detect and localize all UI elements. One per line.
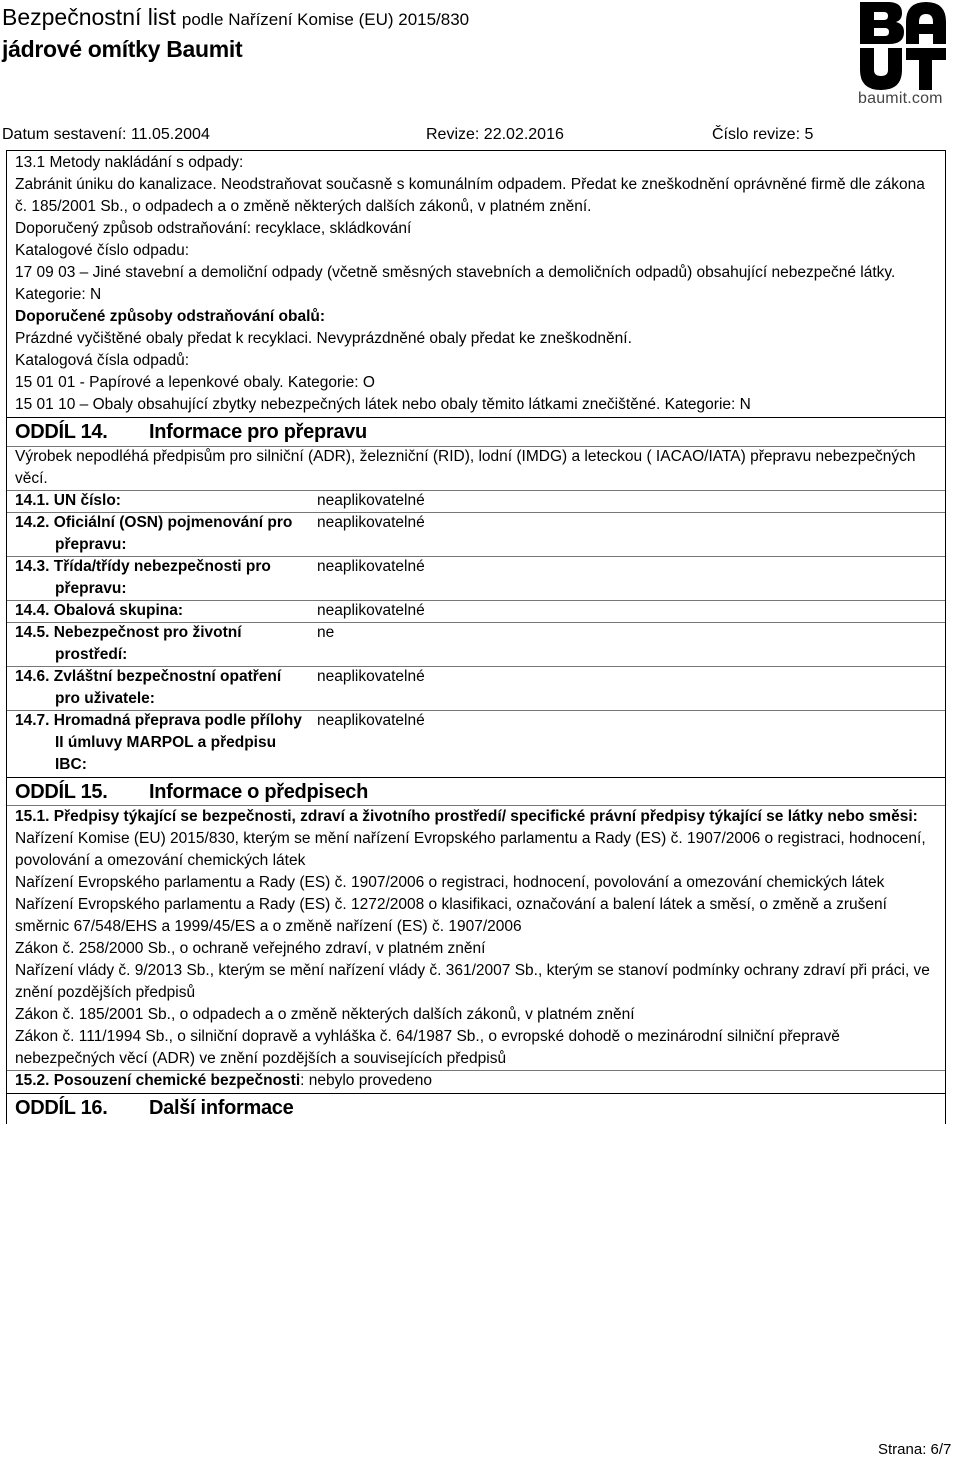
row-14-6-value: neaplikovatelné: [317, 668, 425, 685]
section14-title: Informace pro přepravu: [149, 421, 367, 443]
row-14-7-label-cont: II úmluvy MARPOL a předpisu: [55, 734, 277, 751]
row-14-1-value: neaplikovatelné: [317, 492, 425, 509]
page-number: Strana: 6/7: [878, 1441, 952, 1458]
row-14-6-label: 14.6. Zvláštní bezpečnostní opatření: [15, 668, 282, 685]
row-14-5-value: ne: [317, 624, 335, 641]
section15-line: znění pozdějších předpisů: [15, 984, 196, 1001]
section16-number: ODDÍL 16.: [15, 1097, 108, 1119]
regulation-text: podle Nařízení Komise (EU) 2015/830: [181, 10, 470, 29]
baumit-logo: [858, 0, 948, 92]
row-14-3-label-cont: přepravu:: [55, 580, 127, 597]
section14-number: ODDÍL 14.: [15, 421, 108, 443]
section16-heading: [15, 1097, 294, 1120]
section15-line: směrnic 67/548/EHS a 1999/45/ES a o změně nařízení (ES) č. 1907/2006: [15, 918, 522, 935]
section13-line: 17 09 03 – Jiné stavební a demoliční odpady (včetně směsných stavebních a demoličních odpadů) obsahující nebezpečné látky.: [15, 264, 896, 281]
revision-label: Revize: 22.02.2016: [426, 126, 564, 143]
section15-heading: [15, 781, 369, 804]
section16-title: Další informace: [149, 1097, 294, 1119]
divider: [7, 777, 945, 778]
section15-line: Nařízení Komise (EU) 2015/830, kterým se mění nařízení Evropského parlamentu a Rady (ES) č. 1907/2006 o registraci, hodnocení,: [15, 830, 926, 847]
section15-line: povolování a omezování chemických látek: [15, 852, 306, 869]
section15-number: ODDÍL 15.: [15, 781, 108, 803]
row-14-7-value: neaplikovatelné: [317, 712, 425, 729]
section13-subheading: Doporučené způsoby odstraňování obalů:: [15, 308, 326, 325]
divider: [7, 490, 945, 491]
section13-line: 15 01 10 – Obaly obsahující zbytky nebezpečných látek nebo obaly těmito látkami znečištěné. Kategorie: N: [15, 396, 751, 413]
section13-line: Zabránit úniku do kanalizace. Neodstraňovat současně s komunálním odpadem. Předat ke zneškodnění oprávněné firmě dle zákona: [15, 176, 925, 193]
row-14-7-label: 14.7. Hromadná přeprava podle přílohy: [15, 712, 302, 729]
section14-intro: věcí.: [15, 470, 48, 487]
section15-line: Zákon č. 258/2000 Sb., o ochraně veřejného zdraví, v platném znění: [15, 940, 486, 957]
section15-title: Informace o předpisech: [149, 781, 369, 803]
row-14-3-label: 14.3. Třída/třídy nebezpečnosti pro: [15, 558, 271, 575]
section15-line: nebezpečných věcí (ADR) ve znění pozdějších a souvisejících předpisů: [15, 1050, 507, 1067]
section13-line: Katalogová čísla odpadů:: [15, 352, 190, 369]
logo-url: baumit.com: [858, 90, 943, 107]
divider: [7, 417, 945, 418]
section13-line: Prázdné vyčištěné obaly předat k recyklaci. Nevyprázdněné obaly předat ke zneškodnění.: [15, 330, 632, 347]
row-14-4-label: 14.4. Obalová skupina:: [15, 602, 183, 619]
divider: [7, 150, 945, 151]
section15-line: Nařízení Evropského parlamentu a Rady (ES) č. 1907/2006 o registraci, hodnocení, povolování a omezování chemických látek: [15, 874, 885, 891]
section15-2-value: : nebylo provedeno: [300, 1072, 432, 1089]
row-14-2-value: neaplikovatelné: [317, 514, 425, 531]
section14-intro: Výrobek nepodléhá předpisům pro silniční (ADR), železniční (RID), lodní (IMDG) a leteckou ( IACAO/IATA) přepravu nebezpečných: [15, 448, 916, 465]
date-label: Datum sestavení: 11.05.2004: [2, 126, 210, 143]
divider: [7, 805, 945, 806]
section15-line: Zákon č. 111/1994 Sb., o silniční dopravě a vyhláška č. 64/1987 Sb., o evropské dohodě o mezinárodní silniční přepravě: [15, 1028, 840, 1045]
section13-line: 15 01 01 - Papírové a lepenkové obaly. Kategorie: O: [15, 374, 375, 391]
row-14-1-label: 14.1. UN číslo:: [15, 492, 121, 509]
row-14-2-label-cont: přepravu:: [55, 536, 127, 553]
revision-number-label: Číslo revize: 5: [712, 126, 814, 143]
row-14-5-label: 14.5. Nebezpečnost pro životní: [15, 624, 242, 641]
section15-line: Zákon č. 185/2001 Sb., o odpadech a o změně některých dalších zákonů, v platném znění: [15, 1006, 635, 1023]
title-text: Bezpečnostní list: [2, 4, 176, 30]
section13-line: Kategorie: N: [15, 286, 102, 303]
row-14-7-label-cont: IBC:: [55, 756, 87, 773]
divider: [7, 1093, 945, 1094]
section15-line: Nařízení Evropského parlamentu a Rady (ES) č. 1272/2008 o klasifikaci, označování a balení látek a směsí, o změně a zrušení: [15, 896, 887, 913]
section13-line: Katalogové číslo odpadu:: [15, 242, 190, 259]
section13-line: č. 185/2001 Sb., o odpadech a o změně některých dalších zákonů, v platném znění.: [15, 198, 592, 215]
row-14-6-label-cont: pro uživatele:: [55, 690, 155, 707]
section15-2: [15, 1071, 432, 1091]
document-meta: [2, 126, 948, 152]
row-14-5-label-cont: prostředí:: [55, 646, 128, 663]
section14-heading: [15, 421, 367, 444]
row-14-2-label: 14.2. Oficiální (OSN) pojmenování pro: [15, 514, 293, 531]
product-name: jádrové omítky Baumit: [2, 36, 243, 62]
row-14-4-value: neaplikovatelné: [317, 602, 425, 619]
section15-2-label: 15.2. Posouzení chemické bezpečnosti: [15, 1072, 301, 1089]
section13-line: Doporučený způsob odstraňování: recyklace, skládkování: [15, 220, 412, 237]
section15-subheading: 15.1. Předpisy týkající se bezpečnosti, zdraví a životního prostředí/ specifické právní předpisy týkající se látky nebo směsi:: [15, 808, 918, 825]
section15-line: Nařízení vlády č. 9/2013 Sb., kterým se mění nařízení vlády č. 361/2007 Sb., kterým se stanoví podmínky ochrany zdraví při práci, ve: [15, 962, 930, 979]
document-body: [6, 150, 946, 1124]
document-title: [2, 4, 469, 31]
row-14-3-value: neaplikovatelné: [317, 558, 425, 575]
section13-heading: 13.1 Metody nakládání s odpady:: [15, 154, 244, 171]
